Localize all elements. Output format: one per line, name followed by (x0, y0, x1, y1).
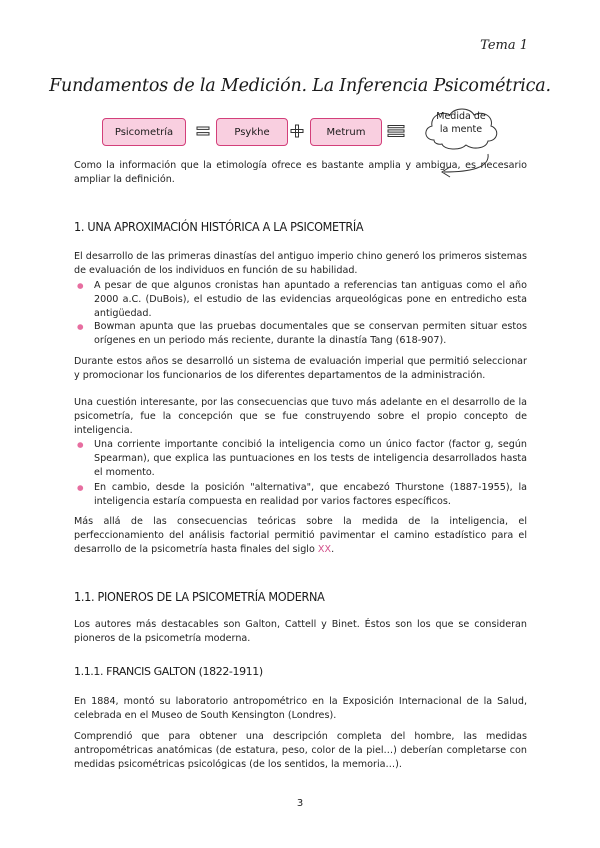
box-metrum: Metrum (310, 118, 382, 146)
paragraph: Comprendió que para obtener una descripción completa del hombre, las medidas antropométricas anatómicas (de estatura, peso, color de la piel…) deberían completarse con medidas psicométricas psicológicas (de los sentidos, la memoria…). (74, 731, 527, 771)
paragraph: Durante estos años se desarrolló un sistema de evaluación imperial que permitió seleccionar y promocionar los funcionarios de los diferentes departamentos de la administración. (74, 356, 527, 382)
paragraph: El desarrollo de las primeras dinastías del antiguo imperio chino generó los primeros sistemas de evaluación de los individuos en función de su habilidad. (74, 251, 527, 277)
subsection-heading: 1.1.1. FRANCIS GALTON (1822-1911) (74, 665, 263, 678)
paragraph: En 1884, montó su laboratorio antropométrico en la Exposición Internacional de la Salud, celebrada en el Museo de South Kensington (Londres). (74, 696, 527, 722)
paragraph-text: Más allá de las consecuencias teóricas sobre la medida de la inteligencia, el perfeccionamiento del análisis factorial permitió pavimentar el camino estadístico para el desarrollo de la psicometría hasta finales del siglo (74, 516, 527, 556)
cloud-line-1: Medida de (436, 111, 486, 122)
section-heading-1: 1. UNA APROXIMACIÓN HISTÓRICA A LA PSICOMETRÍA (74, 219, 364, 234)
bullet-item: ● Una corriente importante concibió la inteligencia como un único factor (factor g, según Spearman), que explica las puntuaciones en los tests de inteligencia desarrollados hasta el momento. (74, 438, 527, 481)
cloud-line-2: la mente (439, 124, 483, 135)
paragraph (74, 515, 527, 558)
plus-icon (290, 124, 304, 138)
cloud-text (420, 110, 502, 136)
highlight-text: XX (317, 544, 332, 556)
bullet-item: ● A pesar de que algunos cronistas han apuntado a referencias tan antiguas como el año 2000 a.C. (DuBois), el estudio de las evidencias arqueológicas pone en entredicho esta antigüedad. (74, 279, 527, 322)
etymology-note: Como la información que la etimología ofrece es bastante amplia y ambigua, es necesario ampliar la definición. (74, 160, 527, 186)
page-title: Fundamentos de la Medición. La Inferencia Psicométrica. (49, 76, 551, 96)
section-heading-2: 1.1. PIONEROS DE LA PSICOMETRÍA MODERNA (74, 589, 325, 604)
equals-icon (196, 124, 210, 138)
box-psykhe: Psykhe (216, 118, 288, 146)
bullet-item: ● Bowman apunta que las pruebas documentales que se conservan permiten situar estos orígenes en un periodo más reciente, durante la dinastía Tang (618-907). (74, 320, 527, 348)
triple-equals-icon (387, 124, 405, 138)
page-number: 3 (296, 798, 304, 809)
paragraph: Los autores más destacables son Galton, Cattell y Binet. Éstos son los que se consideran pioneros de la psicometría moderna. (74, 619, 527, 645)
box-psicometria: Psicometría (102, 118, 186, 146)
paragraph: Una cuestión interesante, por las consecuencias que tuvo más adelante en el desarrollo de la psicometría, fue la concepción que se fue construyendo sobre el propio concepto de inteligencia. (74, 397, 527, 437)
paragraph-end: . (331, 544, 335, 556)
bullet-item: ● En cambio, desde la posición "alternativa", que encabezó Thurstone (1887-1955), la inteligencia estaría compuesta en realidad por varios factores específicos. (74, 481, 527, 509)
topic-label: Tema 1 (480, 38, 528, 53)
